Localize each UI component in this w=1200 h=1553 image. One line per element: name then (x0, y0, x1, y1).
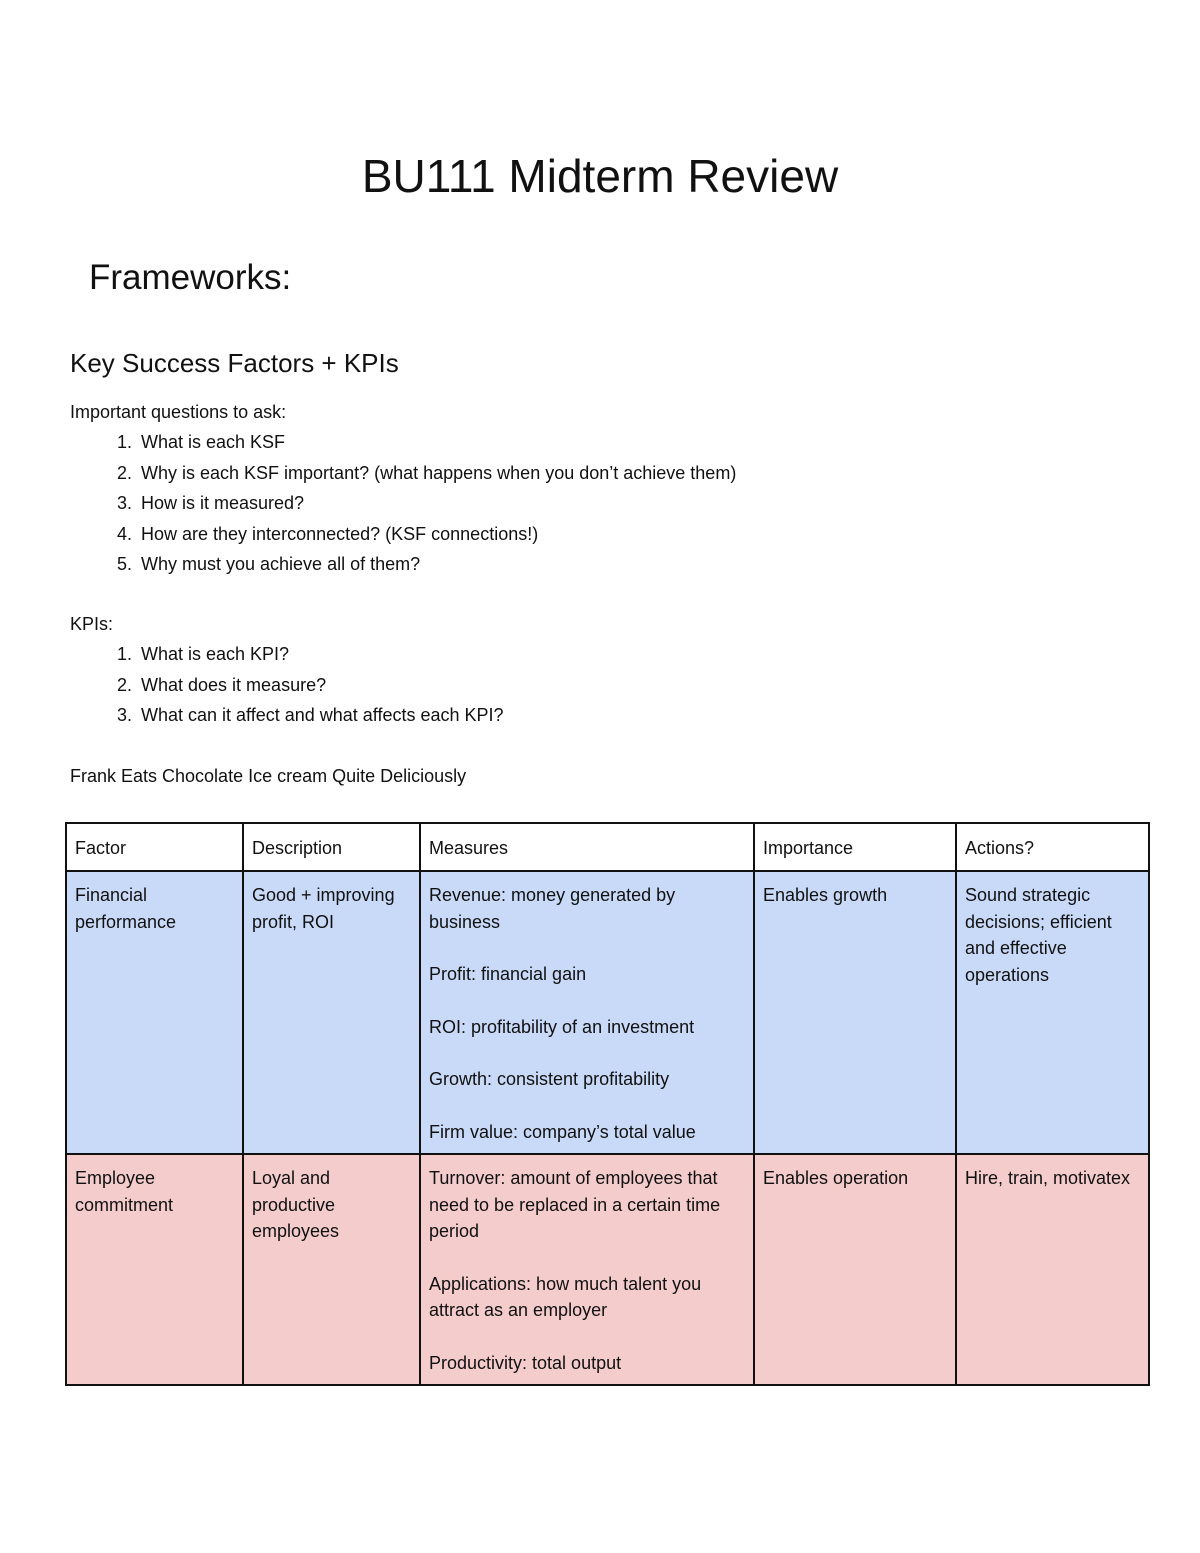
list-item-text: How is it measured? (141, 493, 305, 513)
measure-item: ROI: profitability of an investment (429, 1016, 695, 1037)
actions-cell: Hire, train, motivatex (956, 1154, 1149, 1385)
list-item-text: What can it affect and what affects each KPI? (141, 705, 504, 725)
list-item-text: How are they interconnected? (KSF connections!) (141, 523, 539, 544)
list-item-number: 3. (116, 493, 132, 513)
table-row (66, 1154, 1149, 1385)
measure-item: Revenue: money generated by business (429, 885, 676, 932)
measure-item: Profit: financial gain (429, 964, 587, 984)
mnemonic-text: Frank Eats Chocolate Ice cream Quite Deliciously (70, 766, 467, 786)
factor-cell: Financial performance (66, 871, 243, 1154)
list-item (70, 458, 736, 489)
column-header-description: Description (243, 823, 420, 871)
list-item-number: 2. (116, 674, 132, 695)
list-item-text: What is each KSF (141, 432, 286, 452)
column-header-measures: Measures (420, 823, 754, 871)
list-item-text: Why is each KSF important? (what happens when you don’t achieve them) (141, 462, 737, 483)
kpi-questions-label: KPIs: (70, 614, 114, 634)
measures-cell (420, 1154, 754, 1385)
table-row (66, 871, 1149, 1154)
list-item (70, 427, 736, 458)
measures-cell (420, 871, 754, 1154)
ksf-questions-list (70, 427, 736, 580)
table-header-row (66, 823, 1149, 871)
list-item (70, 488, 736, 519)
subsection-heading: Key Success Factors + KPIs (70, 348, 399, 378)
factor-cell: Employee commitment (66, 1154, 243, 1385)
column-header-factor: Factor (66, 823, 243, 871)
actions-cell: Sound strategic decisions; efficient and effective operations (956, 871, 1149, 1154)
list-item (70, 519, 736, 550)
description-cell: Loyal and productive employees (243, 1154, 420, 1385)
list-item-number: 4. (116, 523, 132, 544)
kpi-questions-list (70, 639, 504, 731)
list-item-number: 1. (116, 644, 132, 664)
importance-cell: Enables operation (754, 1154, 956, 1385)
ksf-questions-label: Important questions to ask: (70, 402, 287, 422)
list-item (70, 549, 736, 580)
description-cell: Good + improving profit, ROI (243, 871, 420, 1154)
measure-item: Productivity: total output (429, 1352, 622, 1373)
measure-item: Turnover: amount of employees that need to be replaced in a certain time period (429, 1168, 721, 1241)
list-item-number: 1. (116, 432, 132, 452)
importance-cell: Enables growth (754, 871, 956, 1154)
measure-item: Applications: how much talent you attract as an employer (429, 1273, 702, 1320)
list-item-number: 5. (116, 554, 132, 574)
list-item (70, 700, 504, 731)
list-item-text: Why must you achieve all of them? (141, 554, 421, 574)
list-item (70, 639, 504, 670)
section-heading: Frameworks: (89, 258, 292, 297)
column-header-importance: Importance (754, 823, 956, 871)
list-item (70, 670, 504, 701)
page-title: BU111 Midterm Review (361, 150, 839, 202)
ksf-table (65, 822, 1150, 1386)
list-item-text: What does it measure? (141, 674, 327, 695)
column-header-actions: Actions? (956, 823, 1149, 871)
list-item-number: 2. (116, 462, 132, 483)
measure-item: Firm value: company’s total value (429, 1121, 696, 1142)
list-item-text: What is each KPI? (141, 644, 290, 664)
list-item-number: 3. (116, 705, 132, 725)
measure-item: Growth: consistent profitability (429, 1069, 670, 1089)
